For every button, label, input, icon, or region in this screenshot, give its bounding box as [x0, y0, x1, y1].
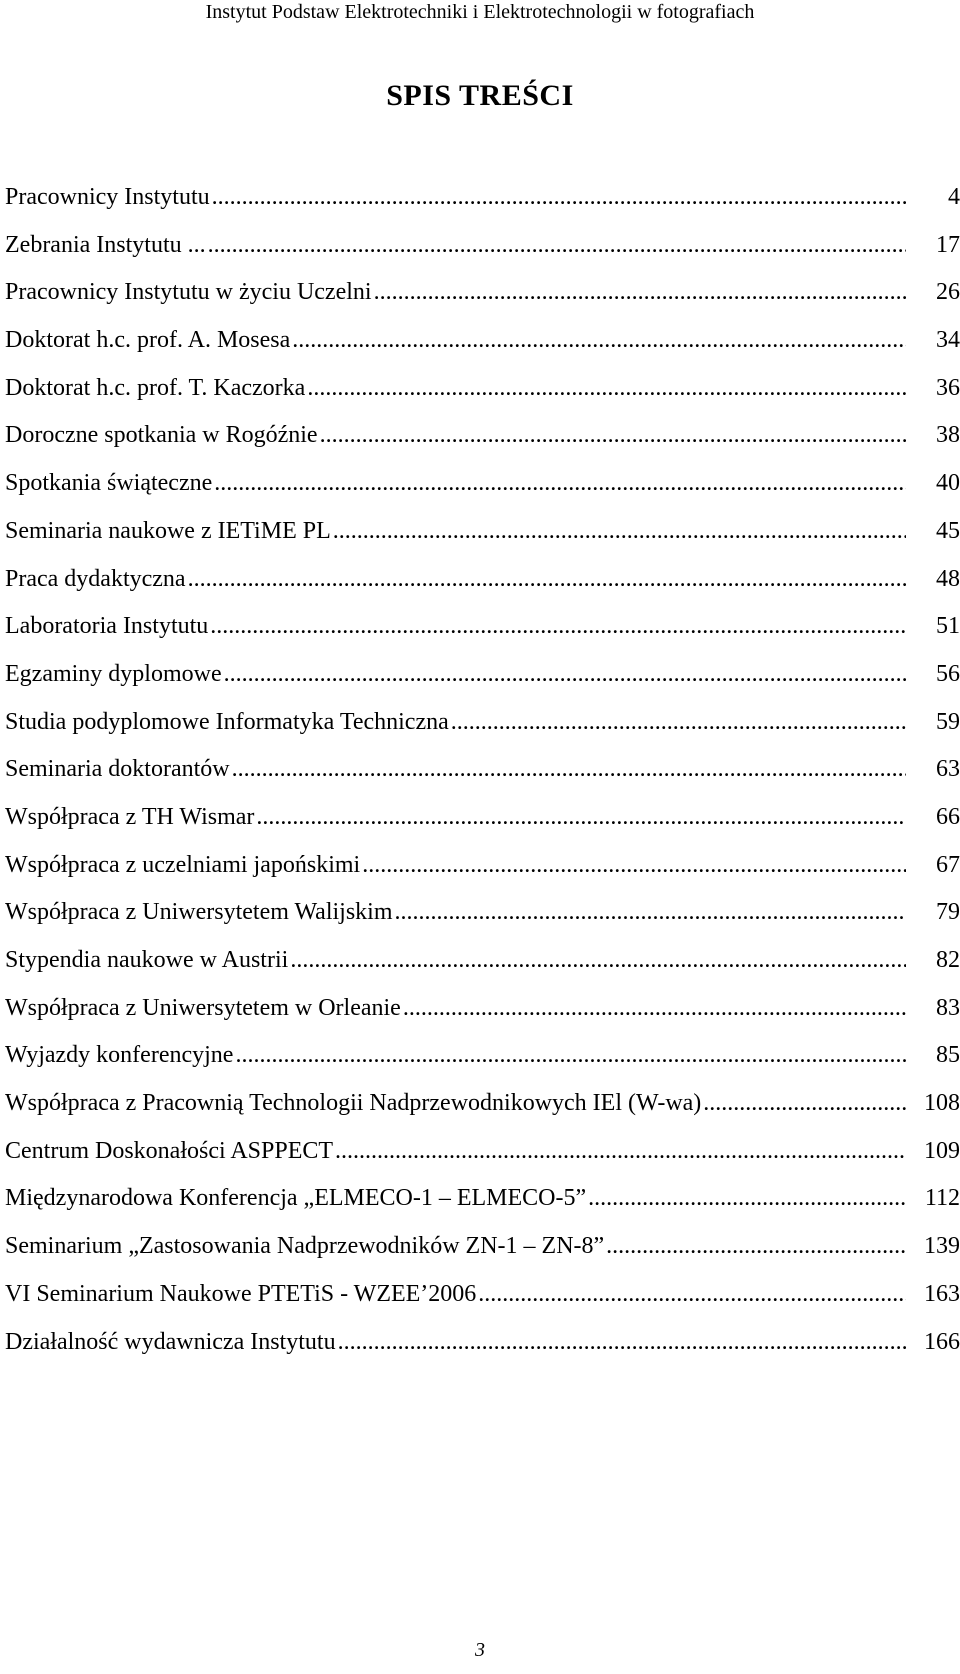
toc-entry[interactable] [5, 373, 960, 421]
toc-entry-label: Seminaria doktorantów [5, 756, 230, 783]
toc-entry-page-number: 34 [936, 327, 960, 354]
toc-entry-page-number: 59 [936, 708, 960, 735]
toc-entry[interactable] [5, 850, 960, 898]
toc-list [5, 182, 960, 1374]
toc-entry[interactable] [5, 707, 960, 755]
toc-entry-page-number: 51 [936, 613, 960, 640]
toc-entry-page-number: 66 [936, 803, 960, 830]
toc-title: SPIS TREŚCI [386, 79, 574, 112]
toc-dot-leader [320, 420, 906, 450]
toc-entry-page-number: 108 [924, 1090, 960, 1117]
toc-entry-page-number: 17 [936, 231, 960, 258]
toc-entry-page-number: 139 [924, 1233, 960, 1260]
toc-entry-page-number: 85 [936, 1042, 960, 1069]
toc-dot-leader [232, 754, 906, 784]
toc-entry-label: Zebrania Instytutu ... [5, 231, 206, 258]
toc-entry[interactable] [5, 1040, 960, 1088]
toc-entry-page-number: 163 [924, 1280, 960, 1307]
toc-entry-page-number: 4 [948, 184, 960, 210]
toc-entry-page-number: 38 [936, 422, 960, 449]
toc-entry-label: Doktorat h.c. prof. A. Mosesa [5, 327, 291, 354]
toc-entry[interactable] [5, 1231, 960, 1279]
toc-dot-leader [478, 1279, 906, 1309]
toc-entry-page-number: 45 [936, 517, 960, 544]
toc-entry[interactable] [5, 945, 960, 993]
toc-entry-page-number: 40 [936, 470, 960, 497]
toc-dot-leader [606, 1231, 906, 1261]
toc-entry-page-number: 26 [936, 279, 960, 306]
toc-entry[interactable] [5, 754, 960, 802]
toc-entry[interactable] [5, 802, 960, 850]
toc-entry-label: VI Seminarium Naukowe PTETiS - WZEE’2006 [5, 1280, 477, 1307]
toc-entry-page-number: 48 [936, 565, 960, 592]
toc-entry-label: Centrum Doskonałości ASPPECT [5, 1137, 334, 1164]
toc-dot-leader [212, 182, 906, 212]
toc-entry-label: Pracownicy Instytutu w życiu Uczelni [5, 279, 372, 306]
toc-dot-leader [214, 468, 906, 498]
toc-entry-label: Studia podyplomowe Informatyka Techniczna [5, 708, 449, 735]
toc-entry-label: Współpraca z Uniwersytetem w Orleanie [5, 994, 401, 1021]
toc-dot-leader [210, 611, 906, 641]
toc-dot-leader [208, 230, 906, 260]
toc-entry-page-number: 63 [936, 756, 960, 783]
toc-entry[interactable] [5, 564, 960, 612]
toc-entry-page-number: 67 [936, 851, 960, 878]
page-number: 3 [475, 1639, 485, 1661]
toc-entry-label: Seminaria naukowe z IETiME PL [5, 517, 331, 544]
toc-dot-leader [362, 850, 906, 880]
toc-entry-page-number: 83 [936, 994, 960, 1021]
toc-entry-label: Wyjazdy konferencyjne [5, 1042, 234, 1069]
toc-entry-label: Współpraca z TH Wismar [5, 803, 255, 830]
toc-dot-leader [292, 325, 906, 355]
toc-entry-page-number: 82 [936, 947, 960, 973]
toc-entry[interactable] [5, 277, 960, 325]
toc-entry[interactable] [5, 516, 960, 564]
toc-entry[interactable] [5, 1183, 960, 1231]
toc-entry-label: Spotkania świąteczne [5, 470, 213, 497]
toc-dot-leader [395, 897, 906, 927]
toc-entry[interactable] [5, 1088, 960, 1136]
toc-entry-label: Doroczne spotkania w Rogóźnie [5, 422, 318, 449]
toc-entry-page-number: 109 [924, 1137, 960, 1164]
toc-entry[interactable] [5, 325, 960, 373]
toc-entry-page-number: 36 [936, 374, 960, 401]
toc-entry-label: Współpraca z Pracownią Technologii Nadprzewodnikowych IEl (W-wa) [5, 1090, 702, 1117]
toc-entry-label: Współpraca z Uniwersytetem Walijskim [5, 899, 393, 926]
toc-entry-label: Egzaminy dyplomowe [5, 660, 222, 687]
toc-entry[interactable] [5, 1136, 960, 1184]
toc-entry[interactable] [5, 1327, 960, 1375]
toc-entry[interactable] [5, 468, 960, 516]
toc-entry-label: Współpraca z uczelniami japońskimi [5, 851, 361, 878]
toc-entry[interactable] [5, 230, 960, 278]
toc-entry-label: Działalność wydawnicza Instytutu [5, 1328, 336, 1355]
toc-entry[interactable] [5, 420, 960, 468]
toc-dot-leader [224, 659, 906, 689]
toc-entry[interactable] [5, 897, 960, 945]
toc-dot-leader [235, 1040, 906, 1070]
toc-entry-page-number: 112 [924, 1185, 960, 1212]
running-header: Instytut Podstaw Elektrotechniki i Elektrotechnologii w fotografiach [205, 1, 755, 23]
toc-entry-page-number: 166 [924, 1328, 960, 1355]
toc-dot-leader [403, 993, 906, 1023]
toc-dot-leader [335, 1136, 906, 1166]
toc-dot-leader [588, 1183, 906, 1213]
toc-entry-label: Seminarium „Zastosowania Nadprzewodników ZN-1 – ZN-8” [5, 1233, 605, 1260]
toc-dot-leader [290, 945, 906, 975]
toc-entry-label: Stypendia naukowe w Austrii [5, 947, 289, 973]
toc-dot-leader [374, 277, 906, 307]
toc-dot-leader [188, 564, 906, 594]
toc-dot-leader [451, 707, 906, 737]
toc-entry[interactable] [5, 1279, 960, 1327]
toc-entry-page-number: 79 [936, 899, 960, 926]
toc-dot-leader [338, 1327, 906, 1357]
toc-entry-page-number: 56 [936, 660, 960, 687]
toc-entry-label: Praca dydaktyczna [5, 565, 186, 592]
toc-entry[interactable] [5, 182, 960, 230]
toc-entry[interactable] [5, 611, 960, 659]
toc-entry-label: Laboratoria Instytutu [5, 613, 209, 640]
toc-entry-label: Doktorat h.c. prof. T. Kaczorka [5, 374, 306, 401]
toc-entry[interactable] [5, 993, 960, 1041]
toc-dot-leader [256, 802, 906, 832]
toc-entry-label: Pracownicy Instytutu [5, 184, 210, 210]
toc-dot-leader [333, 516, 906, 546]
toc-entry[interactable] [5, 659, 960, 707]
toc-dot-leader [307, 373, 906, 403]
toc-dot-leader [703, 1088, 906, 1118]
toc-entry-label: Międzynarodowa Konferencja „ELMECO-1 – ELMECO-5” [5, 1185, 587, 1212]
